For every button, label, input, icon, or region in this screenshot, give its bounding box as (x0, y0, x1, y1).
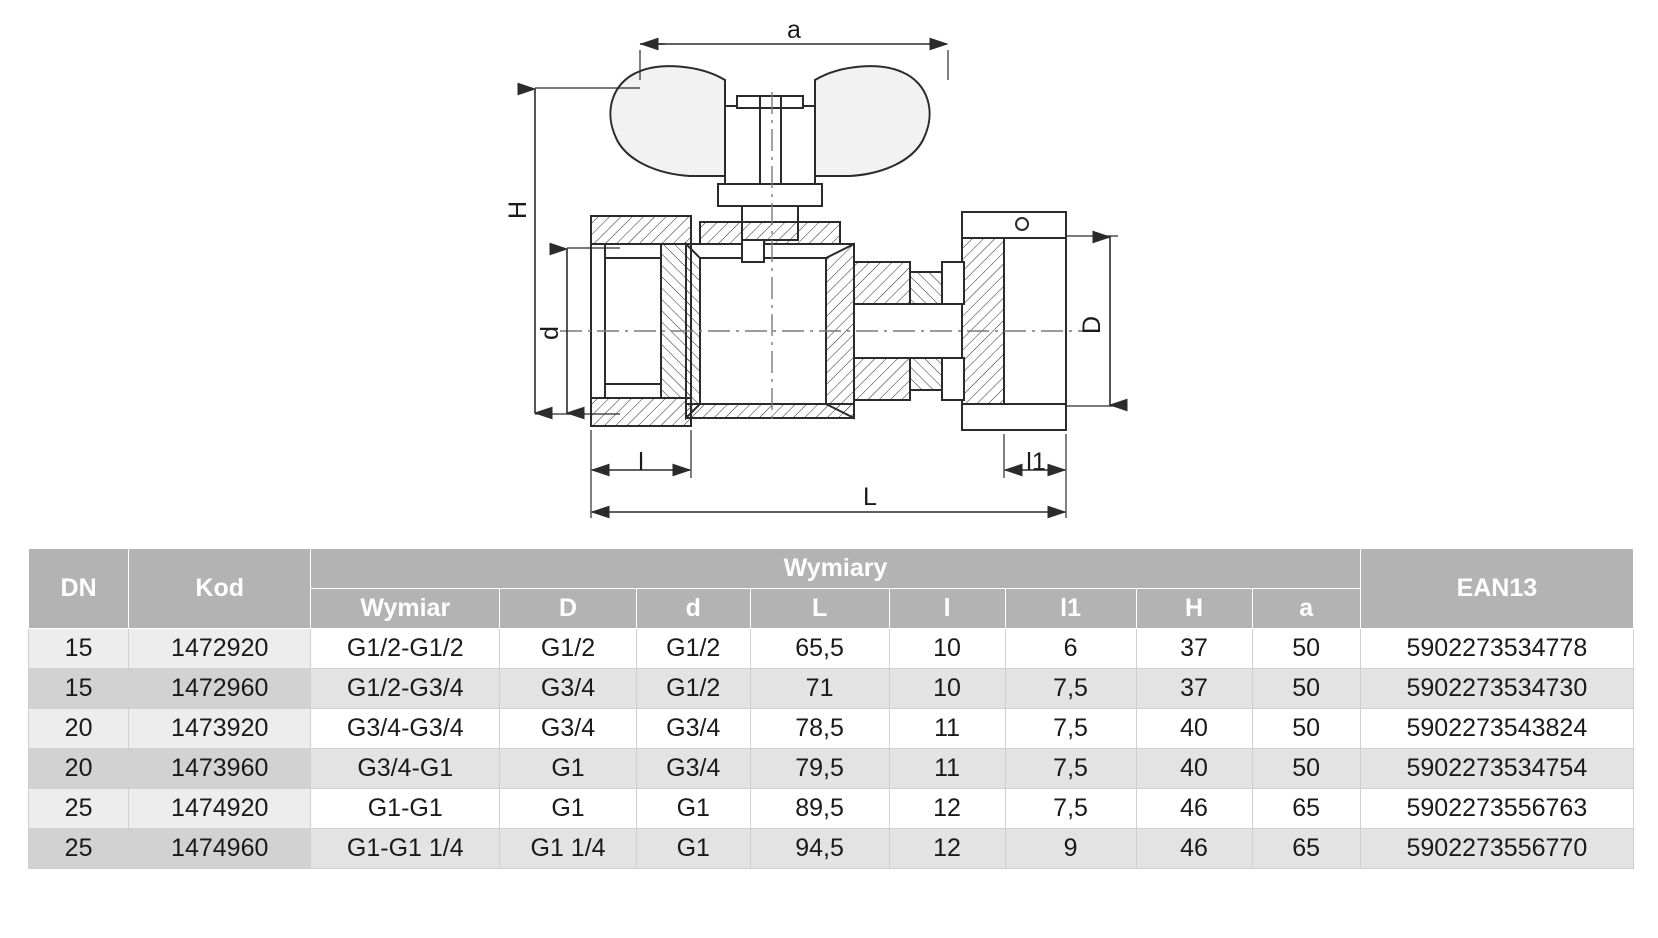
cell-a: 50 (1252, 669, 1360, 709)
cell-ean: 5902273543824 (1360, 709, 1633, 749)
cell-D: G1 1/4 (500, 829, 637, 869)
header-d: d (636, 589, 750, 629)
cell-D: G3/4 (500, 669, 637, 709)
table-row (29, 829, 1634, 869)
cell-dn: 25 (29, 789, 129, 829)
cell-wymiar: G1/2-G3/4 (311, 669, 500, 709)
cell-kod: 1472920 (129, 629, 311, 669)
cell-d: G1/2 (636, 669, 750, 709)
table-header (29, 549, 1634, 629)
cell-l: 11 (889, 749, 1005, 789)
cell-a: 50 (1252, 749, 1360, 789)
dimension-label-l1: l1 (1026, 448, 1046, 476)
cell-ean: 5902273534778 (1360, 629, 1633, 669)
header-l1: l1 (1005, 589, 1136, 629)
cell-l1: 9 (1005, 829, 1136, 869)
dimension-label-l: l (638, 448, 644, 476)
cell-l1: 7,5 (1005, 709, 1136, 749)
table-row (29, 789, 1634, 829)
cell-ean: 5902273556763 (1360, 789, 1633, 829)
header-wymiar: Wymiar (311, 589, 500, 629)
dimension-label-a: a (787, 16, 801, 44)
cell-L: 65,5 (750, 629, 889, 669)
cell-l: 10 (889, 629, 1005, 669)
cell-D: G3/4 (500, 709, 637, 749)
cell-l: 11 (889, 709, 1005, 749)
cell-H: 37 (1136, 629, 1252, 669)
cell-l1: 7,5 (1005, 669, 1136, 709)
cell-H: 40 (1136, 709, 1252, 749)
cell-D: G1/2 (500, 629, 637, 669)
cell-d: G3/4 (636, 709, 750, 749)
cell-L: 89,5 (750, 789, 889, 829)
table-row (29, 709, 1634, 749)
cell-d: G1 (636, 789, 750, 829)
dimension-label-L: L (863, 483, 877, 511)
cell-l1: 7,5 (1005, 789, 1136, 829)
dimension-label-d: d (536, 326, 564, 340)
dimensions-table-container (28, 548, 1634, 869)
valve-center-body (686, 222, 854, 418)
dimensions-table (28, 548, 1634, 869)
cell-a: 65 (1252, 789, 1360, 829)
cell-L: 79,5 (750, 749, 889, 789)
header-L: L (750, 589, 889, 629)
cell-ean: 5902273556770 (1360, 829, 1633, 869)
cell-L: 94,5 (750, 829, 889, 869)
cell-wymiar: G1-G1 1/4 (311, 829, 500, 869)
cell-l1: 7,5 (1005, 749, 1136, 789)
cell-l: 12 (889, 829, 1005, 869)
cell-dn: 15 (29, 629, 129, 669)
cell-D: G1 (500, 749, 637, 789)
cell-H: 46 (1136, 829, 1252, 869)
valve-body-geometry (560, 66, 1100, 430)
table-row (29, 669, 1634, 709)
cell-wymiar: G3/4-G1 (311, 749, 500, 789)
header-kod: Kod (129, 549, 311, 629)
cell-ean: 5902273534730 (1360, 669, 1633, 709)
cell-H: 40 (1136, 749, 1252, 789)
valve-right-end (854, 212, 1066, 430)
table-body (29, 629, 1634, 869)
table-header-row-1 (29, 549, 1634, 589)
butterfly-handle (610, 66, 929, 240)
header-ean13: EAN13 (1360, 549, 1633, 629)
dimension-label-H: H (504, 200, 532, 220)
cell-a: 65 (1252, 829, 1360, 869)
cell-L: 71 (750, 669, 889, 709)
cell-l1: 6 (1005, 629, 1136, 669)
cell-kod: 1473960 (129, 749, 311, 789)
cell-kod: 1474960 (129, 829, 311, 869)
cell-dn: 15 (29, 669, 129, 709)
cell-ean: 5902273534754 (1360, 749, 1633, 789)
cell-H: 37 (1136, 669, 1252, 709)
cell-wymiar: G1-G1 (311, 789, 500, 829)
cell-dn: 25 (29, 829, 129, 869)
cell-a: 50 (1252, 709, 1360, 749)
header-H: H (1136, 589, 1252, 629)
table-row (29, 629, 1634, 669)
dimension-label-D: D (1078, 315, 1106, 335)
cell-kod: 1474920 (129, 789, 311, 829)
cell-dn: 20 (29, 709, 129, 749)
cell-wymiar: G3/4-G3/4 (311, 709, 500, 749)
cell-L: 78,5 (750, 709, 889, 749)
cell-kod: 1472960 (129, 669, 311, 709)
table-row (29, 749, 1634, 789)
header-wymiary: Wymiary (311, 549, 1360, 589)
cell-a: 50 (1252, 629, 1360, 669)
cell-wymiar: G1/2-G1/2 (311, 629, 500, 669)
cell-l: 10 (889, 669, 1005, 709)
header-a: a (1252, 589, 1360, 629)
cell-l: 12 (889, 789, 1005, 829)
cell-D: G1 (500, 789, 637, 829)
cell-d: G3/4 (636, 749, 750, 789)
header-l: l (889, 589, 1005, 629)
cell-d: G1 (636, 829, 750, 869)
cell-dn: 20 (29, 749, 129, 789)
header-D: D (500, 589, 637, 629)
cell-d: G1/2 (636, 629, 750, 669)
cell-H: 46 (1136, 789, 1252, 829)
cell-kod: 1473920 (129, 709, 311, 749)
header-dn: DN (29, 549, 129, 629)
